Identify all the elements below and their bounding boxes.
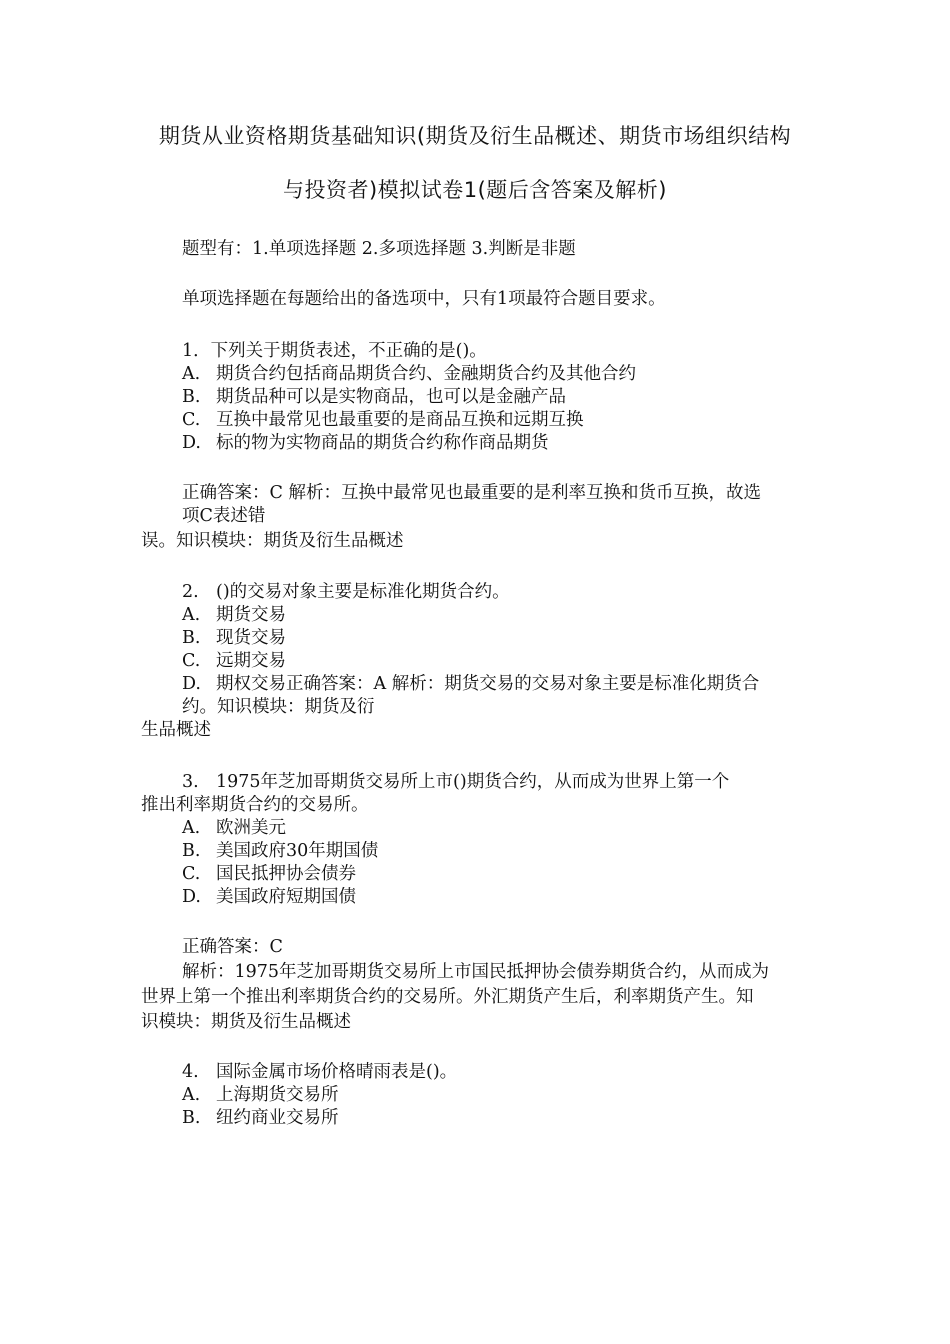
option-text: 期货合约包括商品期货合约、金融期货合约及其他合约 <box>216 364 636 384</box>
option-letter: A. <box>182 1085 201 1105</box>
option-letter: C. <box>182 864 201 884</box>
question-number: 3. <box>182 772 199 792</box>
option-text: 远期交易 <box>216 651 286 671</box>
question-number: 2. <box>182 582 199 602</box>
q2-option-d <box>182 673 759 695</box>
q1-answer-line-3: 误。知识模块：期货及衍生品概述 <box>141 531 404 551</box>
q1-option-c <box>182 409 584 431</box>
option-letter: D. <box>182 674 201 694</box>
q1-option-a <box>182 363 636 385</box>
option-text: 上海期货交易所 <box>216 1085 339 1105</box>
q3-option-a <box>182 817 286 839</box>
option-letter: A. <box>182 818 201 838</box>
option-letter: D. <box>182 433 201 453</box>
option-letter: B. <box>182 387 201 407</box>
document-title-line-2: 与投资者)模拟试卷1(题后含答案及解析) <box>283 178 667 202</box>
option-text: 期货品种可以是实物商品，也可以是金融产品 <box>216 387 566 407</box>
q1-option-d <box>182 432 549 454</box>
q1-answer-line-2: 项C表述错 <box>182 506 266 526</box>
q2-stem <box>182 581 510 603</box>
q4-option-b <box>182 1107 339 1129</box>
document-title-line-1: 期货从业资格期货基础知识(期货及衍生品概述、期货市场组织结构 <box>158 124 792 148</box>
option-text: 美国政府短期国债 <box>216 887 356 907</box>
q3-analysis-line-1: 解析：1975年芝加哥期货交易所上市国民抵押协会债券期货合约，从而成为 <box>182 962 770 982</box>
option-text: 期货交易 <box>216 605 286 625</box>
option-letter: C. <box>182 651 201 671</box>
q3-stem <box>182 771 729 793</box>
q1-answer-line-1: 正确答案：C 解析：互换中最常见也最重要的是利率互换和货币互换，故选 <box>182 483 761 503</box>
option-text: 现货交易 <box>216 628 286 648</box>
option-text: 美国政府30年期国债 <box>216 841 379 861</box>
option-text: 标的物为实物商品的期货合约称作商品期货 <box>216 433 549 453</box>
q2-answer-line-2: 约。知识模块：期货及衍 <box>182 697 375 717</box>
q4-stem <box>182 1061 457 1083</box>
option-letter: C. <box>182 410 201 430</box>
question-types: 题型有：1.单项选择题 2.多项选择题 3.判断是非题 <box>182 239 576 259</box>
option-text: 纽约商业交易所 <box>216 1108 339 1128</box>
option-text: 国民抵押协会债券 <box>216 864 356 884</box>
q3-analysis-line-2: 世界上第一个推出利率期货合约的交易所。外汇期货产生后，利率期货产生。知 <box>141 987 754 1007</box>
option-letter: A. <box>182 364 201 384</box>
q3-option-d <box>182 886 356 908</box>
q2-option-b <box>182 627 286 649</box>
q2-option-c <box>182 650 286 672</box>
q4-option-a <box>182 1084 339 1106</box>
q1-stem: 1．下列关于期货表述，不正确的是()。 <box>182 341 487 361</box>
option-text: 欧洲美元 <box>216 818 286 838</box>
q3-answer: 正确答案：C <box>182 937 283 957</box>
question-number: 4. <box>182 1062 199 1082</box>
option-text: 互换中最常见也最重要的是商品互换和远期互换 <box>216 410 584 430</box>
q1-option-b <box>182 386 566 408</box>
option-letter: D. <box>182 887 201 907</box>
option-letter: A. <box>182 605 201 625</box>
question-text: ()的交易对象主要是标准化期货合约。 <box>216 582 510 602</box>
q3-analysis-line-3: 识模块：期货及衍生品概述 <box>141 1012 351 1032</box>
option-text: 期权交易正确答案：A 解析：期货交易的交易对象主要是标准化期货合 <box>216 674 760 694</box>
option-letter: B. <box>182 1108 201 1128</box>
option-letter: B. <box>182 628 201 648</box>
q3-option-c <box>182 863 356 885</box>
q2-answer-line-3: 生品概述 <box>141 720 211 740</box>
question-text: 国际金属市场价格晴雨表是()。 <box>216 1062 458 1082</box>
section-instruction: 单项选择题在每题给出的备选项中，只有1项最符合题目要求。 <box>182 289 666 309</box>
option-letter: B. <box>182 841 201 861</box>
question-text: 1975年芝加哥期货交易所上市()期货合约，从而成为世界上第一个 <box>216 772 730 792</box>
q3-stem-line-2: 推出利率期货合约的交易所。 <box>141 795 369 815</box>
q2-option-a <box>182 604 286 626</box>
q3-option-b <box>182 840 378 862</box>
